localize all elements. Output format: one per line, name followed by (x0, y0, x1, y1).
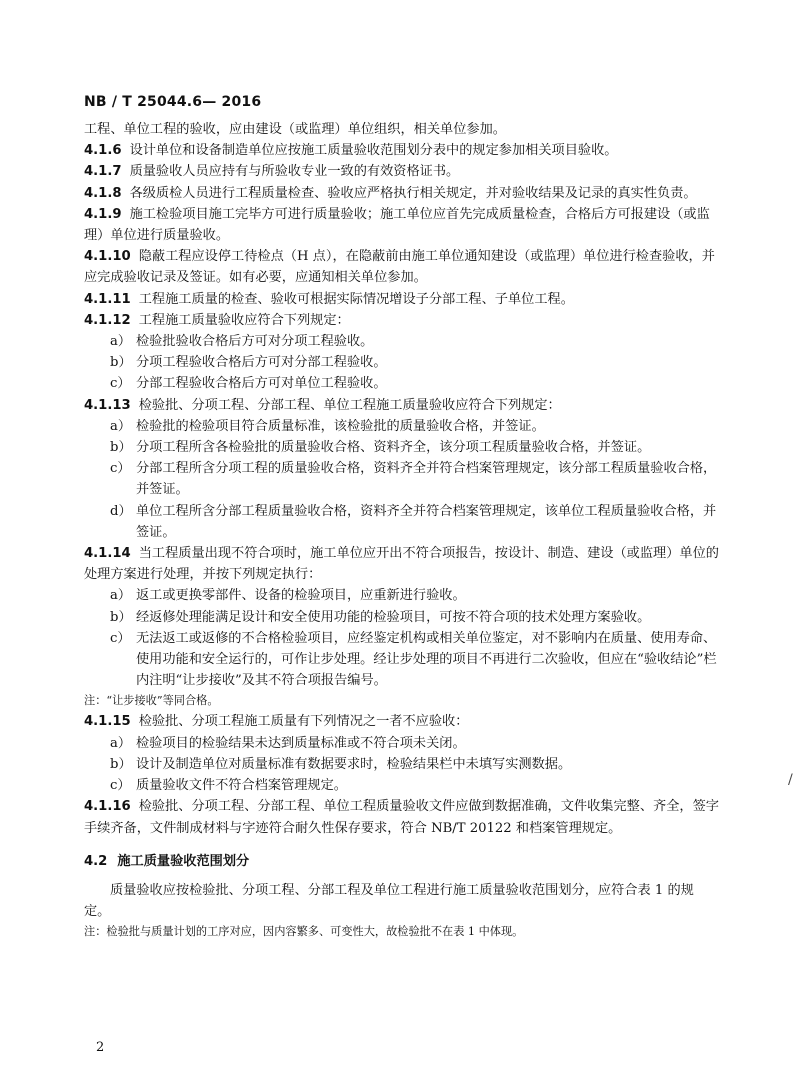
list-item (84, 607, 720, 628)
clause-4-1-12 (84, 310, 720, 331)
list-item (84, 585, 720, 606)
item-label: d） (110, 503, 132, 519)
standard-number-header: NB / T 25044.6— 2016 (84, 94, 262, 110)
clause-4-1-10 (84, 246, 720, 288)
page-number: 2 (96, 1040, 105, 1055)
clause-number: 4.1.15 (84, 714, 131, 730)
paragraph: 工程、单位工程的验收，应由建设（或监理）单位组织，相关单位参加。 (84, 122, 506, 137)
clause-number: 4.1.10 (84, 249, 131, 265)
item-label: c） (110, 376, 131, 392)
item-text: 分项工程验收合格后方可对分部工程验收。 (136, 355, 387, 371)
item-label: a） (110, 418, 132, 434)
item-label: a） (110, 588, 132, 604)
clause-number: 4.1.12 (84, 312, 131, 328)
list-item (84, 628, 720, 692)
clause-4-1-9 (84, 204, 720, 246)
item-label: b） (110, 756, 132, 772)
list-item (84, 416, 720, 437)
clause-4-1-15 (84, 711, 720, 732)
item-text: 分部工程所含分项工程的质量验收合格，资料齐全并符合档案管理规定，该分部工程质量验收合格，并签证。 (136, 461, 717, 498)
clause-4-1-7 (84, 161, 720, 182)
clause-4-1-8 (84, 183, 720, 204)
clause-number: 4.1.8 (84, 185, 122, 201)
list-item (84, 733, 720, 754)
clause-number: 4.1.6 (84, 143, 122, 159)
list-item (84, 775, 720, 796)
item-text: 设计及制造单位对质量标准有数据要求时，检验结果栏中未填写实测数据。 (136, 756, 572, 772)
clause-text: 设计单位和设备制造单位应按施工质量验收范围划分表中的规定参加相关项目验收。 (129, 143, 618, 159)
margin-mark: / (788, 772, 793, 788)
list-item (84, 331, 720, 352)
item-label: b） (110, 355, 132, 371)
clause-text: 检验批、分项工程、分部工程、单位工程质量验收文件应做到数据准确，文件收集完整、齐全，签字手续齐备，文件制成材料与字迹符合耐久性保存要求，符合 NB/T 20122 和档案管理规定。 (84, 799, 719, 836)
clause-number: 4.1.11 (84, 291, 131, 307)
clause-4-1-16 (84, 796, 720, 838)
document-body (84, 119, 720, 942)
item-label: a） (110, 735, 132, 751)
item-text: 检验批的检验项目符合质量标准，该检验批的质量验收合格，并签证。 (136, 418, 545, 434)
list-item (84, 352, 720, 373)
clause-number: 4.1.16 (84, 799, 131, 815)
clause-text: 隐蔽工程应设停工待检点（H 点），在隐蔽前由施工单位通知建设（或监理）单位进行检查验收，并应完成验收记录及签证。如有必要，应通知相关单位参加。 (84, 249, 715, 286)
item-label: b） (110, 609, 132, 625)
clause-number: 4.1.7 (84, 164, 122, 180)
item-text: 无法返工或返修的不合格检验项目，应经鉴定机构或相关单位鉴定，对不影响内在质量、使用寿命、使用功能和安全运行的，可作让步处理。经让步处理的项目不再进行二次验收，但应在“验收结论”栏内注明“让步接收”及其不符合项报告编号。 (136, 630, 717, 689)
clause-text: 当工程质量出现不符合项时，施工单位应开出不符合项报告，按设计、制造、建设（或监理）单位的处理方案进行处理，并按下列规定执行： (84, 546, 719, 583)
item-text: 检验批验收合格后方可对分项工程验收。 (136, 334, 374, 350)
clause-number: 4.1.9 (84, 206, 122, 222)
clause-number: 4.1.14 (84, 546, 131, 562)
note: 注：“让步接收”等同合格。 (84, 694, 219, 708)
section-number: 4.2 (84, 853, 108, 869)
list-item (84, 458, 720, 500)
item-text: 检验项目的检验结果未达到质量标准或不符合项未关闭。 (136, 735, 466, 751)
clause-text: 工程施工质量验收应符合下列规定： (138, 312, 350, 328)
item-label: c） (110, 778, 131, 794)
item-text: 返工或更换零部件、设备的检验项目，应重新进行验收。 (136, 588, 466, 604)
item-label: a） (110, 334, 132, 350)
clause-text: 检验批、分项工程施工质量有下列情况之一者不应验收： (138, 714, 469, 730)
clause-number: 4.1.13 (84, 397, 131, 413)
section-heading (84, 851, 720, 872)
clause-text: 各级质检人员进行工程质量检查、验收应严格执行相关规定，并对验收结果及记录的真实性负责。 (129, 185, 697, 201)
paragraph: 质量验收应按检验批、分项工程、分部工程及单位工程进行施工质量验收范围划分，应符合表 1 的规定。 (84, 882, 694, 920)
item-label: c） (110, 630, 131, 646)
item-text: 分项工程所含各检验批的质量验收合格、资料齐全，该分项工程质量验收合格，并签证。 (136, 440, 651, 456)
item-text: 经返修处理能满足设计和安全使用功能的检验项目，可按不符合项的技术处理方案验收。 (136, 609, 651, 625)
clause-4-1-11 (84, 289, 720, 310)
list-item (84, 373, 720, 394)
clause-4-1-6 (84, 140, 720, 161)
list-item (84, 501, 720, 543)
clause-text: 检验批、分项工程、分部工程、单位工程施工质量验收应符合下列规定： (138, 397, 561, 413)
list-item (84, 437, 720, 458)
clause-text: 质量验收人员应持有与所验收专业一致的有效资格证书。 (129, 164, 460, 180)
item-text: 分部工程验收合格后方可对单位工程验收。 (136, 376, 387, 392)
clause-4-1-13 (84, 395, 720, 416)
section-title: 施工质量验收范围划分 (117, 853, 250, 869)
note: 注：检验批与质量计划的工序对应，因内容繁多、可变性大，故检验批不在表 1 中体现。 (84, 925, 524, 939)
clause-text: 工程施工质量的检查、验收可根据实际情况增设子分部工程、子单位工程。 (138, 291, 574, 307)
item-text: 单位工程所含分部工程质量验收合格，资料齐全并符合档案管理规定，该单位工程质量验收合格，并签证。 (136, 503, 717, 540)
item-label: c） (110, 461, 131, 477)
item-text: 质量验收文件不符合档案管理规定。 (136, 778, 347, 794)
clause-4-1-14 (84, 543, 720, 585)
clause-text: 施工检验项目施工完毕方可进行质量验收；施工单位应首先完成质量检查，合格后方可报建设（或监理）单位进行质量验收。 (84, 206, 710, 244)
item-label: b） (110, 440, 132, 456)
list-item (84, 754, 720, 775)
